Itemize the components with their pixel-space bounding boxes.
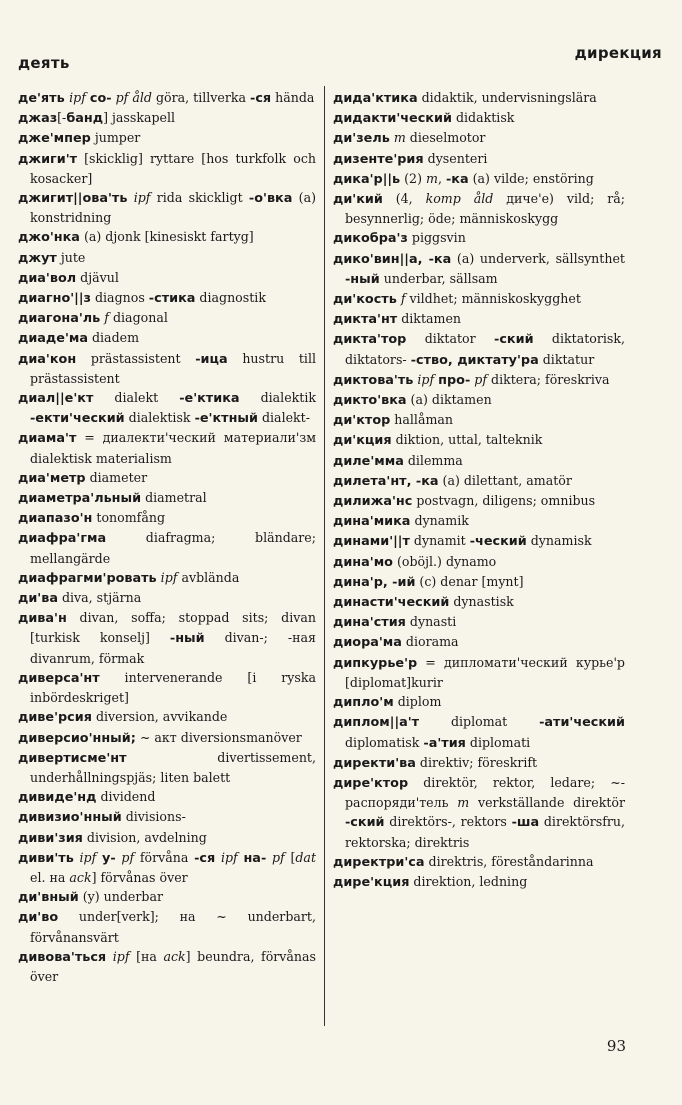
dictionary-entry: [18, 668, 316, 707]
definition-text: hända: [271, 90, 315, 105]
dictionary-entry: [333, 149, 625, 169]
headword: дивертисме'нт: [18, 750, 127, 766]
definition-text: dividend: [96, 789, 156, 805]
headword: ди'кий: [333, 192, 383, 208]
headword: ди'кость: [333, 292, 397, 308]
dictionary-entry: [333, 88, 625, 108]
running-head-left: деять: [18, 54, 70, 72]
definition-text: direktris, föreståndarinna: [424, 853, 594, 869]
grammar-label: ipf: [133, 190, 151, 206]
definition-text: djävul: [76, 269, 119, 285]
headword: -ский: [494, 332, 534, 348]
headword: диаде'ма: [18, 331, 88, 347]
definition-text: [на: [129, 948, 164, 964]
definition-text: diametral: [141, 490, 207, 506]
definition-text: [: [284, 849, 296, 865]
headword: диал||е'кт: [18, 391, 94, 407]
dictionary-entry: [18, 388, 316, 428]
definition-text: dynamik: [410, 513, 469, 529]
definition-text: verkställande direktör: [469, 795, 625, 811]
definition-text: rida skickligt: [150, 190, 249, 206]
grammar-label: pf: [474, 371, 488, 387]
headword: ди'зель: [333, 131, 390, 147]
dictionary-entry: [333, 552, 625, 572]
dictionary-entry: [18, 149, 316, 188]
headword: диагно'||з: [18, 291, 91, 307]
definition-text: under[verk]; на ~ underbart, förvånansvärt: [30, 909, 316, 945]
grammar-label: ipf: [220, 849, 238, 865]
grammar-label: komp åld: [425, 191, 494, 207]
definition-text: direktiv; föreskrift: [415, 754, 538, 770]
headword: диа'вол: [18, 270, 77, 286]
headword: дивова'ться: [18, 949, 107, 965]
grammar-label: ipf: [112, 948, 130, 964]
dictionary-entry: [333, 169, 625, 189]
headword: -ный: [169, 631, 205, 647]
definition-text: direktörsfru, rektorska; direktris: [345, 814, 625, 850]
definition-text: divan, soffa; stoppad sits; divan [turkisk konselj]: [30, 610, 316, 646]
definition-text: (a) djonk [kinesiskt fartyg]: [79, 229, 254, 245]
headword: ди'ва: [18, 591, 58, 607]
definition-text: ,: [437, 170, 446, 186]
headword: ди'ктор: [333, 413, 391, 429]
definition-text: (oböjl.) dynamo: [392, 553, 497, 569]
definition-text: dilemma: [403, 452, 463, 468]
definition-text: (y) underbar: [78, 889, 163, 905]
dictionary-entry: [18, 848, 316, 887]
definition-text: diameter: [85, 469, 148, 485]
dictionary-entry: [18, 308, 316, 328]
definition-text: diorama: [401, 634, 459, 650]
dictionary-entry: [18, 728, 316, 748]
dictionary-entry: [333, 712, 625, 752]
definition-text: (a) dilettant, amatör: [438, 472, 572, 488]
grammar-label: ipf: [417, 371, 435, 387]
dictionary-entry: [333, 370, 625, 390]
definition-text: (a) vilde; enstöring: [468, 170, 594, 186]
definition-text: ] förvånas över: [91, 869, 188, 885]
dictionary-entry: [333, 511, 625, 531]
headword: на-: [243, 850, 267, 866]
definition-text: didaktisk: [451, 110, 515, 126]
dictionary-entry: [18, 488, 316, 508]
headword: джигит||ова'ть: [18, 191, 128, 207]
headword: ди'во: [18, 910, 59, 926]
headword: де'ять: [18, 91, 70, 106]
headword: ди'кция: [333, 433, 392, 449]
dictionary-entry: [333, 773, 625, 852]
dictionary-entry: [333, 289, 625, 309]
definition-text: hustru till prästassistent: [30, 350, 317, 386]
definition-text: hallåman: [390, 412, 454, 428]
grammar-label: pf åld: [115, 90, 152, 105]
definition-text: (4,: [382, 191, 426, 207]
dictionary-entry: [18, 807, 316, 827]
definition-text: divan-; -ная divanrum, förmak: [30, 630, 316, 666]
headword: дире'кция: [333, 874, 410, 890]
definition-text: diafragma; bländare; mellangärde: [30, 530, 316, 566]
dictionary-entry: [18, 288, 316, 308]
grammar-label: m: [457, 795, 470, 811]
definition-text: diktator: [406, 331, 495, 347]
dictionary-entry: [18, 268, 316, 288]
definition-text: = диалекти'ческий материали'зм dialektisk materialism: [30, 430, 316, 466]
headword: дже'мпер: [18, 131, 91, 147]
dictionary-entry: [18, 227, 316, 247]
definition-text: diplomatisk: [345, 734, 424, 750]
headword: -а'тия: [423, 735, 466, 751]
definition-text: (a) konstridning: [30, 190, 316, 226]
definition-text: dynasti: [405, 614, 457, 630]
definition-text: direktörs-, rektors: [384, 814, 512, 830]
definition-text: ] jasskapell: [103, 110, 176, 126]
headword: диви'зия: [18, 830, 83, 846]
definition-text: jumper: [90, 130, 141, 146]
definition-text: dynamisk: [526, 533, 592, 549]
definition-text: dialekt-: [257, 410, 310, 426]
left-column: [18, 88, 316, 986]
definition-text: diktera; föreskriva: [487, 371, 610, 387]
definition-text: förvåna: [134, 849, 195, 865]
grammar-label: pf: [121, 849, 135, 865]
dictionary-entry: [18, 748, 316, 787]
dictionary-entry: [333, 390, 625, 410]
headword: у-: [102, 850, 116, 866]
dictionary-entry: [333, 852, 625, 872]
headword: дина'мо: [333, 554, 393, 570]
running-head-right: дирекция: [574, 44, 662, 62]
headword: -ся: [194, 850, 216, 866]
definition-text: dialektik: [239, 390, 317, 406]
dictionary-entry: [18, 188, 316, 227]
dictionary-entry: [333, 108, 625, 128]
headword: -ся: [250, 91, 272, 106]
headword: дикобра'з: [333, 231, 408, 247]
definition-text: dysenteri: [423, 150, 488, 166]
dictionary-entry: [18, 588, 316, 608]
headword: динами'||т: [333, 534, 410, 550]
headword: дина'р, -ий: [333, 574, 416, 590]
definition-text: piggsvin: [407, 230, 466, 246]
headword: -ческий: [469, 534, 527, 550]
headword: директри'са: [333, 854, 425, 870]
headword: джо'нка: [18, 230, 80, 246]
dictionary-entry: [18, 568, 316, 588]
definition-text: диче'е) vild; rå; besynnerlig; öde; människoskygg: [345, 191, 625, 227]
definition-text: (a) diktamen: [406, 392, 492, 408]
headword: династи'ческий: [333, 595, 450, 611]
dictionary-entry: [18, 608, 316, 668]
headword: диктова'ть: [333, 372, 414, 388]
definition-text: [skicklig] ryttare [hos turkfolk och kosacker]: [30, 150, 316, 186]
grammar-label: ack: [163, 948, 186, 964]
definition-text: diadem: [87, 330, 140, 346]
definition-text: dynamit: [409, 533, 470, 549]
dictionary-entry: [333, 592, 625, 612]
dictionary-entry: [333, 471, 625, 491]
dictionary-entry: [333, 872, 625, 892]
dictionary-entry: [18, 328, 316, 348]
headword: -ати'ческий: [539, 715, 625, 731]
definition-text: dynastisk: [449, 594, 514, 610]
definition-text: (c) denar [mynt]: [415, 573, 524, 589]
definition-text: direktion, ledning: [409, 873, 528, 889]
definition-text: jute: [56, 249, 86, 265]
dictionary-entry: [333, 249, 625, 289]
headword: дина'мика: [333, 514, 411, 530]
headword: со-: [89, 91, 112, 106]
headword: дикто'вка: [333, 393, 407, 409]
definition-text: diktamen: [397, 311, 462, 327]
headword: дире'ктор: [333, 775, 409, 791]
dictionary-entry: [333, 653, 625, 692]
headword: дикта'нт: [333, 312, 398, 328]
headword: джиги'т: [18, 151, 78, 167]
headword: директи'ва: [333, 755, 416, 771]
dictionary-entry: [18, 349, 316, 388]
headword: -ский: [345, 815, 385, 831]
definition-text: underbar, sällsam: [379, 270, 498, 286]
headword: диагона'ль: [18, 311, 101, 327]
definition-text: direktör, rektor, ledare; ~-распоряди'тель: [345, 774, 625, 811]
dictionary-entry: [333, 430, 625, 450]
headword: диаметра'льный: [18, 491, 142, 507]
definition-text: divisions-: [121, 809, 186, 825]
definition-text: [-: [57, 110, 67, 126]
dictionary-entry: [18, 887, 316, 907]
headword: диви'ть: [18, 850, 74, 866]
definition-text: divertissement, underhållningspjäs; liten balett: [30, 749, 316, 785]
dictionary-entry: [18, 907, 316, 946]
definition-text: (a) underverk, sällsynthet: [451, 250, 625, 266]
dictionary-entry: [18, 508, 316, 528]
headword: -о'вка: [248, 191, 293, 207]
dictionary-entry: [18, 468, 316, 488]
definition-text: (2): [400, 170, 426, 186]
headword: диафрагми'ровать: [18, 570, 157, 586]
headword: -е'ктика: [179, 391, 240, 407]
definition-text: diagnos: [90, 290, 149, 306]
dictionary-entry: [333, 692, 625, 712]
grammar-label: ipf: [160, 569, 178, 585]
dictionary-entry: [18, 128, 316, 148]
definition-text: avbländа: [177, 569, 240, 585]
dictionary-entry: [333, 753, 625, 773]
definition-text: diversion, avvikande: [91, 709, 228, 725]
headword: дива'н: [18, 611, 67, 627]
definition-text: diva, stjärna: [57, 590, 142, 606]
definition-text: diplomati: [465, 734, 531, 750]
headword: -ка: [445, 171, 469, 187]
grammar-label: ipf: [79, 849, 97, 865]
headword: -екти'ческий: [30, 411, 125, 427]
headword: дивизио'нный: [18, 810, 122, 826]
definition-text: postvagn, diligens; omnibus: [412, 493, 596, 509]
definition-text: didaktik, undervisningslära: [417, 90, 597, 105]
definition-text: tonomfång: [92, 510, 166, 526]
grammar-label: m: [426, 170, 438, 186]
headword: диве'рсия: [18, 710, 92, 726]
grammar-label: ipf: [69, 90, 86, 105]
headword: дизенте'рия: [333, 151, 424, 167]
dictionary-entry: [333, 128, 625, 148]
column-divider: [324, 86, 325, 1026]
headword: -ный: [345, 271, 380, 287]
dictionary-entry: [333, 410, 625, 430]
dictionary-entry: [333, 228, 625, 248]
headword: дипкурье'р: [333, 655, 418, 671]
headword: диама'т: [18, 431, 77, 447]
definition-text: diktatur: [538, 351, 595, 367]
right-column: [333, 88, 625, 892]
headword: дилета'нт, -ка: [333, 473, 439, 489]
grammar-label: pf: [272, 849, 285, 865]
definition-text: ~ акт diversionsmanöver: [135, 729, 302, 745]
headword: -ица: [195, 351, 228, 367]
headword: дикта'тор: [333, 332, 407, 348]
dictionary-entry: [18, 528, 316, 567]
definition-text: dialektisk: [124, 410, 195, 426]
headword: диора'ма: [333, 635, 402, 651]
definition-text: ] beundra, förvånas över: [30, 948, 316, 984]
headword: диверсио'нный;: [18, 730, 136, 746]
definition-text: vildhet; människoskygghet: [405, 291, 581, 307]
dictionary-entry: [333, 632, 625, 652]
dictionary-entry: [333, 491, 625, 511]
headword: дико'вин||а, -ка: [333, 251, 452, 267]
definition-text: diktatorisk, diktators-: [345, 331, 625, 367]
dictionary-entry: [18, 947, 316, 986]
headword: -стика: [148, 291, 196, 307]
headword: ди'вный: [18, 890, 79, 906]
headword: дика'р||ь: [333, 171, 401, 187]
dictionary-entry: [18, 248, 316, 268]
definition-text: diplom: [393, 694, 442, 710]
definition-text: division, avdelning: [82, 829, 207, 845]
grammar-label: f: [104, 310, 109, 326]
definition-text: dialekt: [93, 390, 180, 406]
definition-text: = дипломати'ческий курье'р [diplomat]kurir: [345, 654, 625, 690]
headword: дидакти'ческий: [333, 111, 452, 127]
grammar-label: m: [393, 130, 406, 146]
definition-text: göra, tillverka: [151, 90, 251, 105]
headword: дилижа'нс: [333, 494, 413, 510]
grammar-label: f: [400, 291, 406, 307]
dictionary-entry: [333, 309, 625, 329]
page-number: 93: [606, 1037, 626, 1055]
headword: диле'мма: [333, 453, 404, 469]
definition-text: diagonal: [108, 310, 168, 326]
dictionary-entry: [333, 572, 625, 592]
grammar-label: ack: [69, 869, 92, 885]
dictionary-entry: [333, 531, 625, 551]
dictionary-entry: [18, 707, 316, 727]
definition-text: [106, 949, 113, 964]
headword: -ша: [511, 815, 540, 831]
headword: диа'метр: [18, 470, 86, 486]
headword: -ство, диктату'ра: [410, 352, 539, 368]
grammar-label: dat: [295, 849, 317, 865]
headword: банд: [66, 111, 104, 127]
headword: дида'ктика: [333, 91, 418, 106]
headword: про-: [438, 372, 471, 388]
headword: диплом||а'т: [333, 715, 420, 731]
headword: диа'кон: [18, 351, 77, 367]
definition-text: prästassistent: [76, 350, 196, 366]
headword: дина'стия: [333, 615, 406, 631]
definition-text: dieselmotor: [405, 130, 486, 146]
dictionary-entry: [18, 428, 316, 467]
definition-text: diplomat: [419, 714, 540, 730]
dictionary-entry: [333, 189, 625, 228]
headword: джут: [18, 250, 57, 266]
headword: диверса'нт: [18, 670, 100, 686]
definition-text: diktion, uttal, talteknik: [391, 432, 543, 448]
headword: дипло'м: [333, 695, 394, 711]
dictionary-entry: [333, 329, 625, 369]
definition-text: el. на: [30, 869, 70, 885]
dictionary-entry: [333, 451, 625, 471]
dictionary-entry: [18, 88, 316, 108]
dictionary-entry: [18, 787, 316, 807]
dictionary-entry: [18, 828, 316, 848]
definition-text: diagnostik: [195, 290, 266, 306]
headword: -е'ктный: [194, 411, 258, 427]
headword: диапазо'н: [18, 511, 93, 527]
definition-text: intervenerande [i ryska inbördeskriget]: [30, 669, 316, 706]
headword: диафра'гма: [18, 531, 107, 547]
dictionary-entry: [333, 612, 625, 632]
headword: джаз: [18, 111, 58, 127]
dictionary-entry: [18, 108, 316, 128]
headword: дивиде'нд: [18, 790, 97, 806]
